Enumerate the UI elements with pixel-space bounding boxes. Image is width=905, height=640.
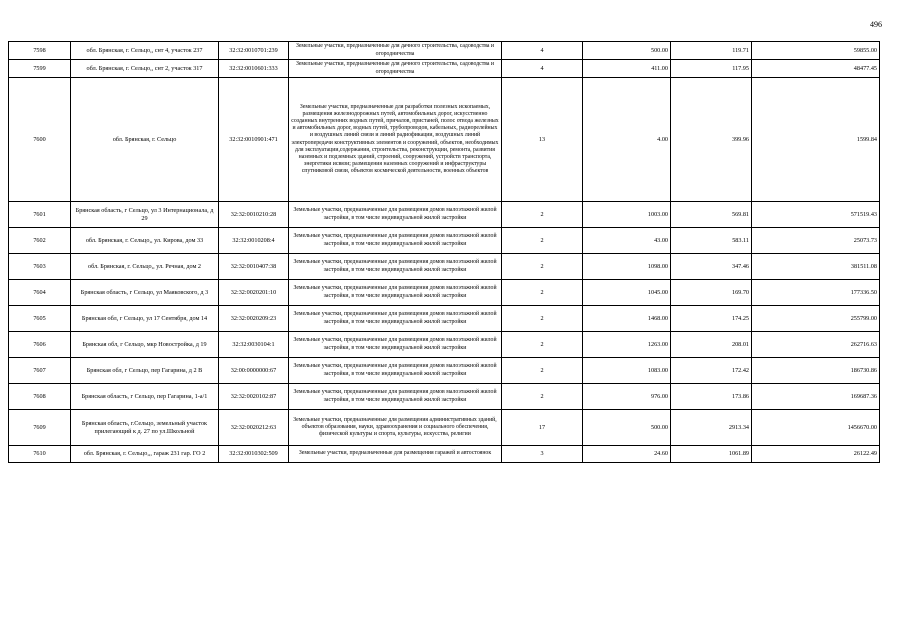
cell-permitted-use: Земельные участки, предназначенные для размещения домов малоэтажной жилой застройки, в том числе индивидуальной жилой застройки [289,254,502,280]
cell-cadastral-number: 32:32:0030104:1 [219,332,289,358]
cell-permitted-use: Земельные участки, предназначенные для дачного строительства, садоводства и огородничества [289,60,502,78]
cell-use-category: 13 [502,78,583,202]
cell-permitted-use: Земельные участки, предназначенные для размещения домов малоэтажной жилой застройки, в том числе индивидуальной жилой застройки [289,332,502,358]
cell-row-number: 7602 [9,228,71,254]
table-row [9,254,880,280]
cell-row-number: 7610 [9,446,71,463]
cell-use-category: 3 [502,446,583,463]
cell-area: 500.00 [583,42,671,60]
cell-row-number: 7606 [9,332,71,358]
cell-use-category: 4 [502,60,583,78]
table-row [9,446,880,463]
cell-use-category: 2 [502,358,583,384]
cell-cadastral-value: 169687.36 [752,384,880,410]
cell-permitted-use: Земельные участки, предназначенные для размещения гаражей и автостоянок [289,446,502,463]
cell-cadastral-value: 255799.00 [752,306,880,332]
cell-permitted-use: Земельные участки, предназначенные для дачного строительства, садоводства и огородничества [289,42,502,60]
cell-use-category: 2 [502,306,583,332]
cell-area: 24.60 [583,446,671,463]
cell-cadastral-value: 177336.50 [752,280,880,306]
cell-use-category: 2 [502,280,583,306]
cell-address: Брянская область, г Сельцо, пер Гагарина, 1-а/1 [71,384,219,410]
cell-use-category: 2 [502,254,583,280]
cell-cadastral-number: 32:32:0020201:10 [219,280,289,306]
cell-cadastral-value: 1456670.00 [752,410,880,446]
table-row [9,78,880,202]
cell-row-number: 7603 [9,254,71,280]
cell-permitted-use: Земельные участки, предназначенные для размещения домов малоэтажной жилой застройки, в том числе индивидуальной жилой застройки [289,280,502,306]
cell-row-number: 7604 [9,280,71,306]
cell-cadastral-value: 186730.86 [752,358,880,384]
cell-cadastral-value: 48477.45 [752,60,880,78]
cell-permitted-use: Земельные участки, предназначенные для размещения домов малоэтажной жилой застройки, в том числе индивидуальной жилой застройки [289,384,502,410]
cell-cadastral-number: 32:32:0010601:333 [219,60,289,78]
cell-area: 1098.00 [583,254,671,280]
cell-unit-value: 173.86 [671,384,752,410]
cell-cadastral-number: 32:00:0000000:67 [219,358,289,384]
cell-cadastral-number: 32:32:0020212:63 [219,410,289,446]
cell-area: 500.00 [583,410,671,446]
cell-permitted-use: Земельные участки, предназначенные для размещения домов малоэтажной жилой застройки, в том числе индивидуальной жилой застройки [289,306,502,332]
cell-unit-value: 172.42 [671,358,752,384]
cell-use-category: 2 [502,202,583,228]
cell-cadastral-number: 32:32:0010901:471 [219,78,289,202]
cell-row-number: 7607 [9,358,71,384]
cell-address: обл. Брянская, г. Сельцо,, снт 4, участок 237 [71,42,219,60]
cell-area: 411.00 [583,60,671,78]
cell-address: обл. Брянская, г. Сельцо,, ул. Кирова, дом 33 [71,228,219,254]
cell-cadastral-number: 32:32:0010302:509 [219,446,289,463]
cell-cadastral-value: 1599.84 [752,78,880,202]
cell-row-number: 7600 [9,78,71,202]
cell-cadastral-number: 32:32:0010407:38 [219,254,289,280]
cell-address: Брянская область, г Сельцо, ул 3 Интернационала, д 29 [71,202,219,228]
cell-row-number: 7608 [9,384,71,410]
cell-permitted-use: Земельные участки, предназначенные для размещения домов малоэтажной жилой застройки, в том числе индивидуальной жилой застройки [289,228,502,254]
cell-cadastral-number: 32:32:0010701:239 [219,42,289,60]
cell-permitted-use: Земельные участки, предназначенные для разработки полезных ископаемых, размещения железнодорожных путей, автомобильных дорог, искусственно созданных внутренних водных путей, причалов, пристаней, полос отвода железных и автомобильных дорог, водных путей, трубопроводов, кабельных, радиорелейных и воздушных линий связи и линий радиофикации, воздушных линий электропередачи конструктивных элементов и сооружений, объектов, необходимых для эксплуатации,содержания, строительства, реконструкции, ремонта, развития наземных и подземных зданий, строений, сооружений, устройств транспорта, энергетики исвязи; размещения наземных сооружений и инфраструктуры спутниковой связи, объектов космической деятельности, военных объектов [289,78,502,202]
cell-address: обл. Брянская, г. Сельцо,, снт 2, участок 317 [71,60,219,78]
cell-cadastral-number: 32:32:0020102:87 [219,384,289,410]
cell-unit-value: 583.11 [671,228,752,254]
cell-area: 1003.00 [583,202,671,228]
cell-cadastral-number: 32:32:0020209:23 [219,306,289,332]
table-row [9,306,880,332]
cell-use-category: 2 [502,332,583,358]
table-row [9,42,880,60]
cell-area: 4.00 [583,78,671,202]
cell-area: 1083.00 [583,358,671,384]
cell-cadastral-value: 25073.73 [752,228,880,254]
cell-address: Брянская область, г Сельцо, ул Маяковского, д 3 [71,280,219,306]
table-row [9,202,880,228]
table-row [9,280,880,306]
cell-row-number: 7605 [9,306,71,332]
cell-use-category: 4 [502,42,583,60]
cell-cadastral-value: 381511.08 [752,254,880,280]
cell-permitted-use: Земельные участки, предназначенные для размещения домов малоэтажной жилой застройки, в том числе индивидуальной жилой застройки [289,358,502,384]
table-row [9,332,880,358]
cell-address: Брянская обл, г Сельцо, пер Гагарина, д 2 В [71,358,219,384]
cell-use-category: 2 [502,228,583,254]
cell-address: Брянская обл, г Сельцо, мкр Новостройка, д 19 [71,332,219,358]
table-row [9,410,880,446]
cell-unit-value: 399.96 [671,78,752,202]
cell-address: обл. Брянская, г. Сельцо,,, гараж 231 гар. ГО 2 [71,446,219,463]
table-row [9,228,880,254]
cell-unit-value: 208.01 [671,332,752,358]
cell-address: обл. Брянская, г. Сельцо [71,78,219,202]
cell-unit-value: 174.25 [671,306,752,332]
cell-area: 1045.00 [583,280,671,306]
cell-area: 1263.00 [583,332,671,358]
cell-area: 976.00 [583,384,671,410]
cell-area: 43.00 [583,228,671,254]
cell-permitted-use: Земельные участки, предназначенные для размещения домов малоэтажной жилой застройки, в том числе индивидуальной жилой застройки [289,202,502,228]
cell-row-number: 7599 [9,60,71,78]
page-number: 496 [870,20,882,29]
cell-cadastral-value: 26122.49 [752,446,880,463]
cell-use-category: 2 [502,384,583,410]
cell-cadastral-number: 32:32:0010208:4 [219,228,289,254]
cell-cadastral-value: 262716.63 [752,332,880,358]
cell-cadastral-number: 32:32:0010210:28 [219,202,289,228]
cell-cadastral-value: 59855.00 [752,42,880,60]
cell-unit-value: 119.71 [671,42,752,60]
table-row [9,384,880,410]
land-registry-table [8,41,880,463]
cell-unit-value: 1061.89 [671,446,752,463]
cell-area: 1468.00 [583,306,671,332]
cell-unit-value: 169.70 [671,280,752,306]
cell-row-number: 7609 [9,410,71,446]
cell-unit-value: 569.81 [671,202,752,228]
cell-row-number: 7601 [9,202,71,228]
cell-permitted-use: Земельные участки, предназначенные для размещения административных зданий, объектов образования, науки, здравоохранения и социального обеспечения, физической культуры и спорта, культуры, искусства, религии [289,410,502,446]
cell-unit-value: 2913.34 [671,410,752,446]
cell-use-category: 17 [502,410,583,446]
cell-address: обл. Брянская, г. Сельцо,, ул. Речная, дом 2 [71,254,219,280]
cell-cadastral-value: 571519.43 [752,202,880,228]
cell-address: Брянская область, г.Сельцо, земельный участок прилегающий к д. 27 по ул.Школьной [71,410,219,446]
cell-row-number: 7598 [9,42,71,60]
table-row [9,358,880,384]
cell-unit-value: 347.46 [671,254,752,280]
cell-unit-value: 117.95 [671,60,752,78]
table-row [9,60,880,78]
cell-address: Брянская обл, г Сельцо, ул 17 Сентября, дом 14 [71,306,219,332]
